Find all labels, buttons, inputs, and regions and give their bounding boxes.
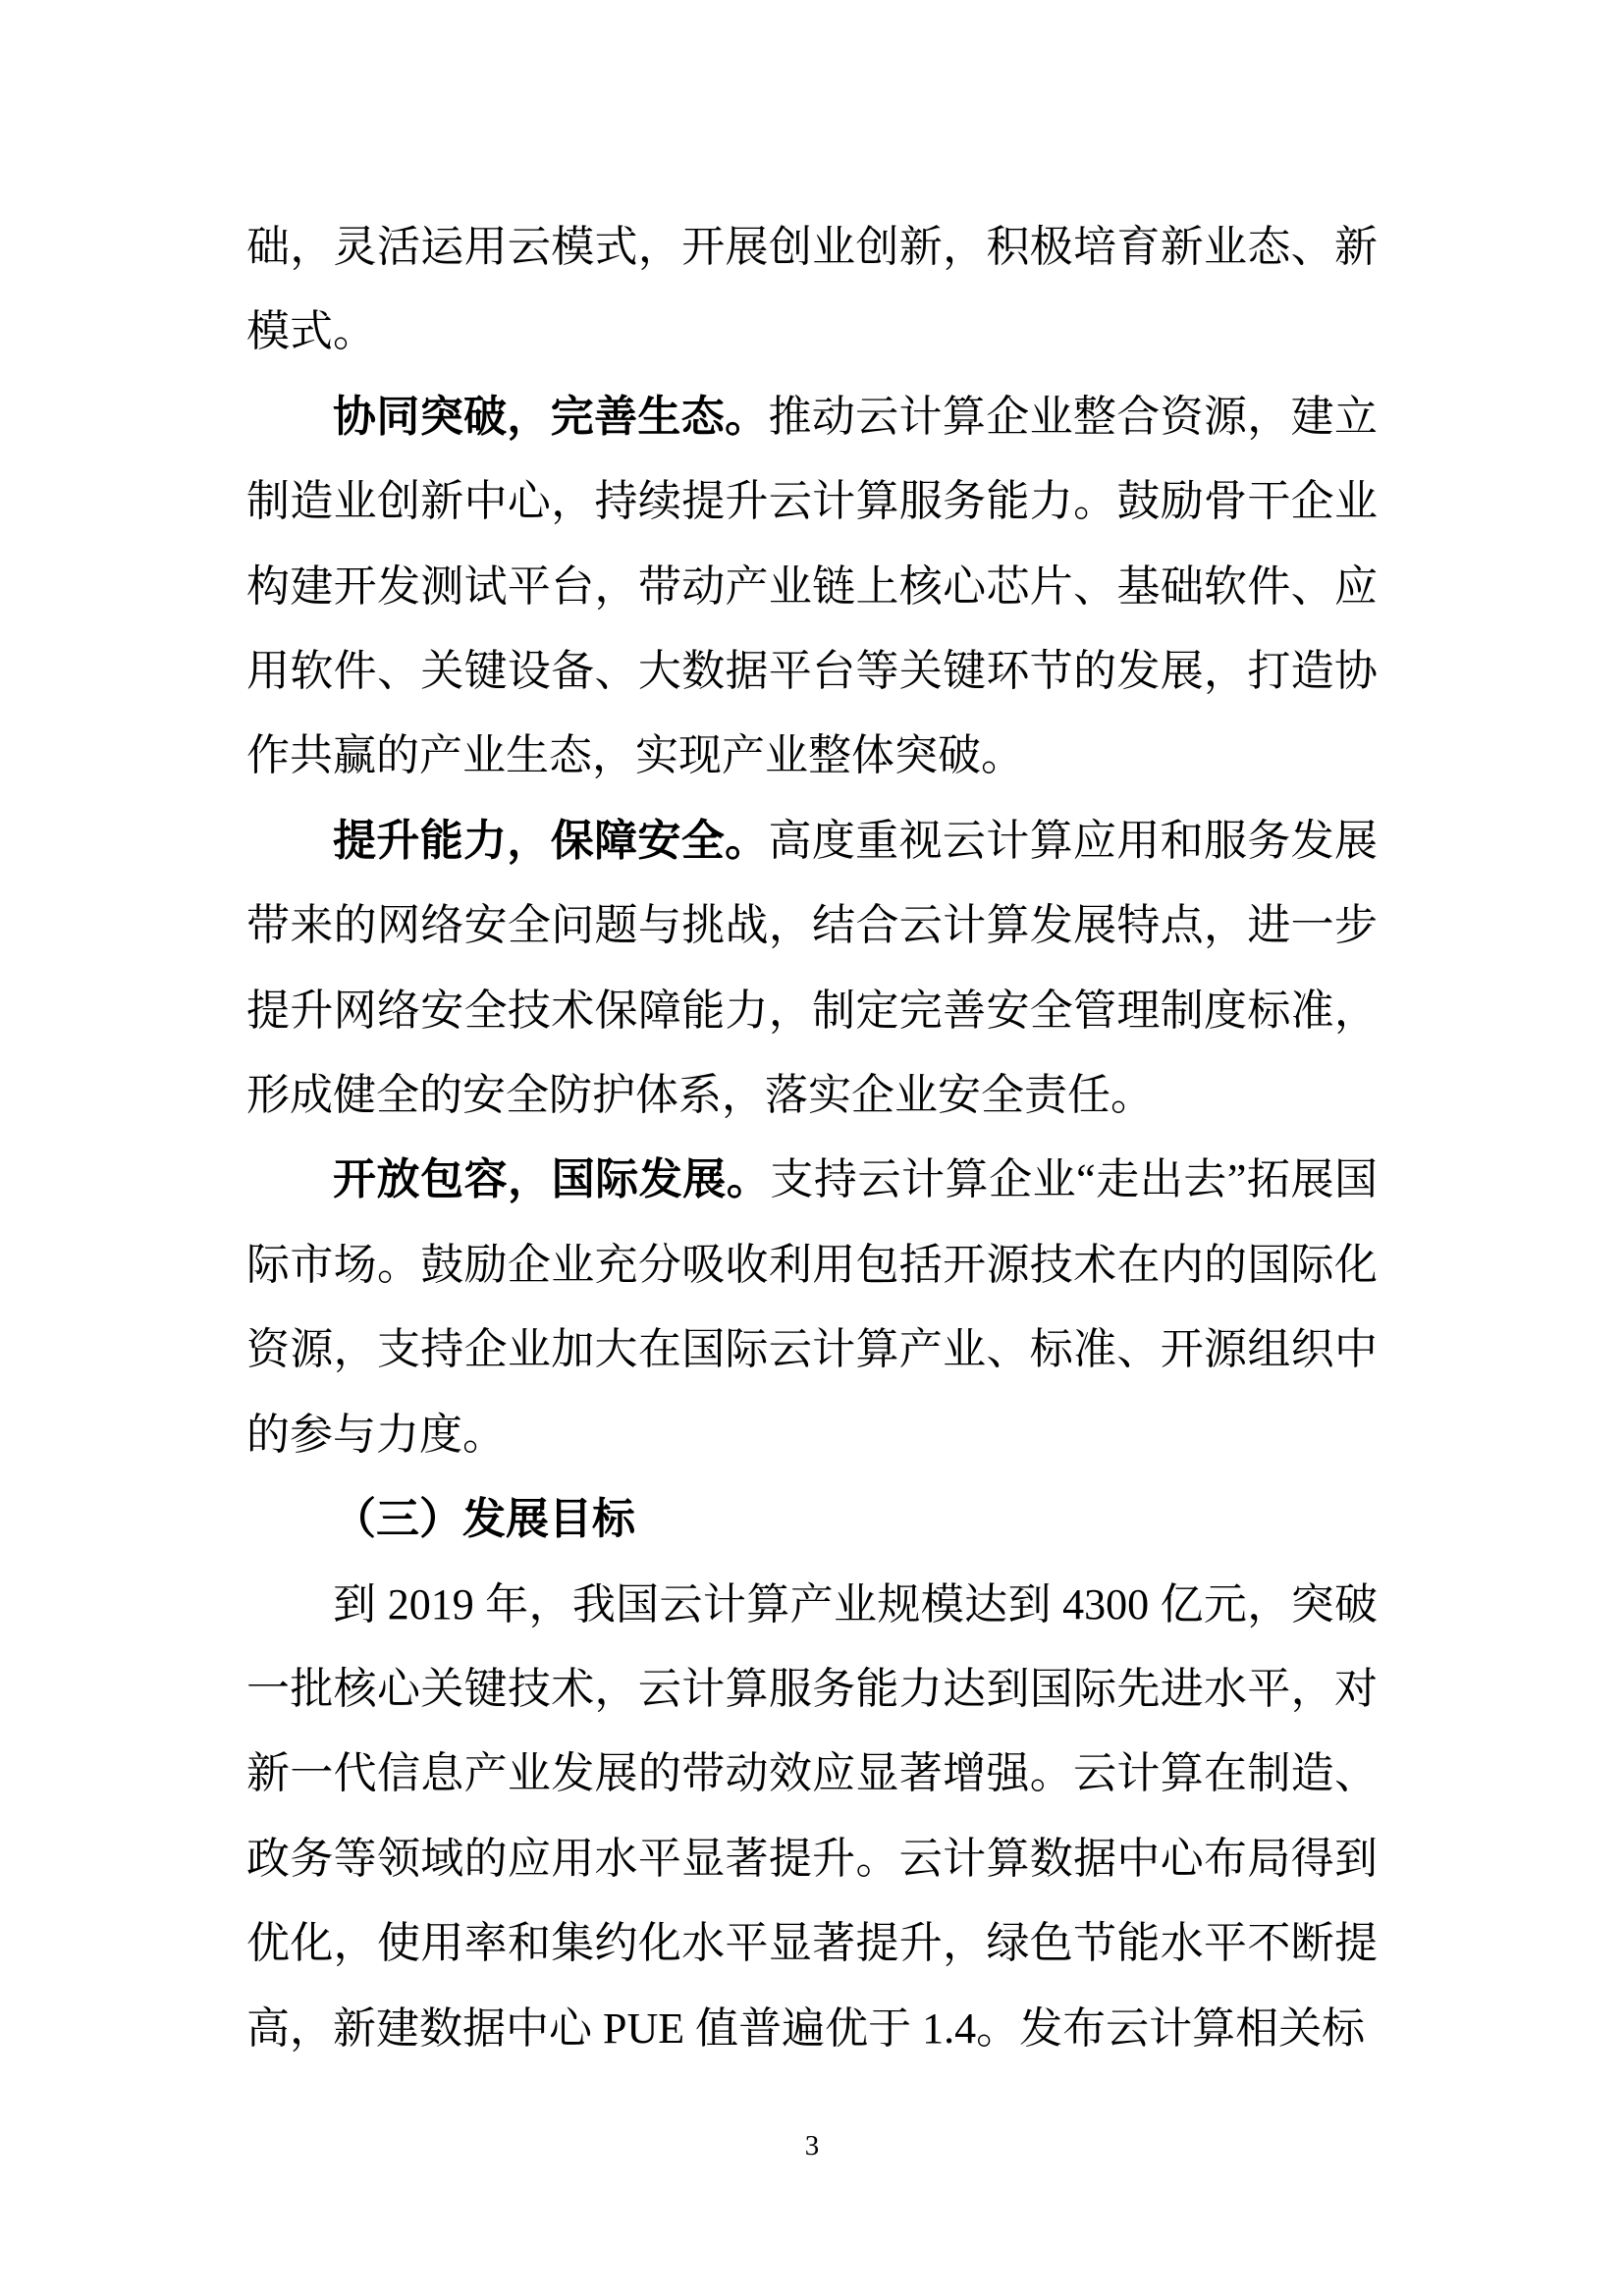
paragraph-ecosystem-lead: 协同突破，完善生态。 (333, 392, 769, 441)
paragraph-international (246, 1138, 1378, 1477)
paragraph-international-lead: 开放包容，国际发展。 (333, 1155, 771, 1204)
paragraph-continuation: 础，灵活运用云模式，开展创业创新，积极培育新业态、新模式。 (246, 223, 1378, 356)
section-heading: （三）发展目标 (333, 1495, 635, 1544)
paragraph-security-text: 高度重视云计算应用和服务发展带来的网络安全问题与挑战，结合云计算发展特点，进一步提升网络安全技术保障能力，制定完善安全管理制度标准，形成健全的安全防护体系，落实企业安全责任。 (246, 816, 1379, 1120)
paragraph-international-text: 支持云计算企业“走出去”拓展国际市场。鼓励企业充分吸收利用包括开源技术在内的国际化资源，支持企业加大在国际云计算产业、标准、开源组织中的参与力度。 (246, 1155, 1378, 1459)
paragraph-goals: 到 2019 年，我国云计算产业规模达到 4300 亿元，突破一批核心关键技术，云计算服务能力达到国际先进水平，对新一代信息产业发展的带动效应显著增强。云计算在制造、政务等领域的应用水平显著提升。云计算数据中心布局得到优化，使用率和集约化水平显著提升，绿色节能水平不断提高，新建数据中心 PUE 值普遍优于 1.4。发布云计算相关标 (246, 1579, 1378, 2053)
paragraph-security-lead: 提升能力，保障安全。 (333, 816, 769, 865)
document-text (246, 205, 1378, 2071)
paragraph-ecosystem (246, 375, 1378, 799)
page-number: 3 (804, 2130, 820, 2162)
paragraph-security (246, 799, 1378, 1139)
paragraph-ecosystem-text: 推动云计算企业整合资源，建立制造业创新中心，持续提升云计算服务能力。鼓励骨干企业构建开发测试平台，带动产业链上核心芯片、基础软件、应用软件、关键设备、大数据平台等关键环节的发展，打造协作共赢的产业生态，实现产业整体突破。 (246, 392, 1379, 780)
